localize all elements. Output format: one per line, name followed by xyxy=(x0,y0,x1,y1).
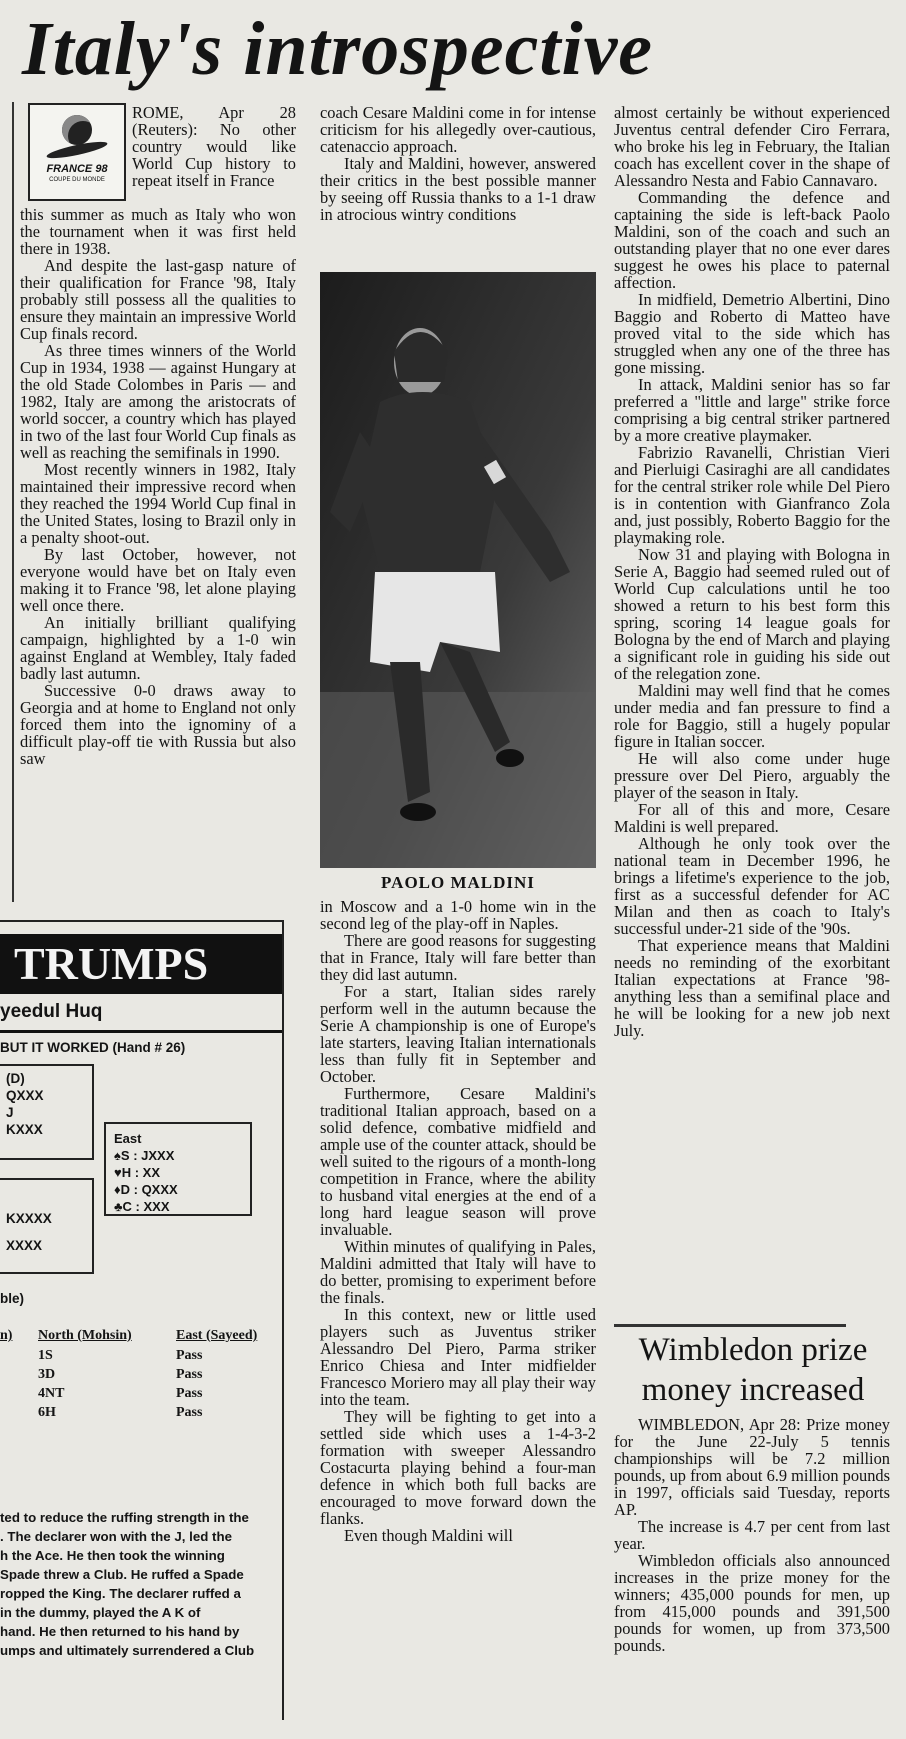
football-icon xyxy=(62,115,92,145)
logo-subtext: COUPE DU MONDE xyxy=(49,177,105,183)
article-paragraph: For all of this and more, Cesare Maldini is well prepared. xyxy=(614,800,890,836)
article-paragraph: There are good reasons for suggesting that in France, Italy will fare better than they did last autumn. xyxy=(320,931,596,984)
article-paragraph: In attack, Maldini senior has so far preferred a "little and large" strike force comprising a big central striker partnered by a more creative playmaker. xyxy=(614,375,890,445)
auction-row xyxy=(0,1367,280,1386)
east-hand-box xyxy=(104,1122,252,1216)
wimbledon-headline-line1: Wimbledon prize xyxy=(638,1332,868,1368)
wimbledon-paragraph: WIMBLEDON, Apr 28: Prize money for the June 22-July 5 tennis championships will be 7.2 million pounds, up from about 6.9 million pounds in 1997, officials said Tuesday, reports AP. xyxy=(614,1415,890,1519)
photo-caption: PAOLO MALDINI xyxy=(381,873,535,892)
bridge-header: TRUMPS xyxy=(0,934,282,994)
article-paragraph: in Moscow and a 1-0 home win in the second leg of the play-off in Naples. xyxy=(320,897,596,933)
bridge-byline: yeedul Huq xyxy=(0,994,282,1033)
article-paragraph: Now 31 and playing with Bologna in Serie A, Baggio had seemed ruled out of World Cup calculations until he too showed a return to his best form this spring, scoring 14 league goals for Bologna by the end of March and playing a significant role in guiding his side out of the relegation zone. xyxy=(614,545,890,683)
article-paragraph: As three times winners of the World Cup in 1934, 1938 — against Hungary at the old Stade Colombes in Paris — and 1982, Italy are among the aristocrats of world soccer, a country which has played in two of the last four World Cup finals as well as reaching the semifinals in 1990. xyxy=(20,341,296,462)
article-paragraph: this summer as much as Italy who won the tournament when it was first held there in 1938. xyxy=(20,205,296,258)
bridge-commentary xyxy=(0,1508,280,1660)
wimbledon-headline-line2: money increased xyxy=(641,1372,865,1408)
article-paragraph: And despite the last-gasp nature of their qualification for France '98, Italy probably still possess all the qualities to ensure they maintain an impressive World Cup finals record. xyxy=(20,256,296,343)
north-bid: 6H xyxy=(38,1405,56,1420)
bridge-text-line: ropped the King. The declarer ruffed a xyxy=(0,1586,241,1601)
article-paragraph: Maldini may well find that he comes under media and fan pressure to find a role for Baggio, still a hugely popular figure in Italian soccer. xyxy=(614,681,890,751)
north-spades: QXXX xyxy=(6,1088,44,1103)
east-bid: Pass xyxy=(176,1367,203,1382)
article-column-3 xyxy=(614,104,890,1039)
article-paragraph: In this context, new or little used players such as Juventus striker Alessandro Del Piero, Parma striker Enrico Chiesa and Inter midfielder Francesco Moriero may all play their way into the team. xyxy=(320,1305,596,1409)
north-hand xyxy=(0,1066,92,1142)
auction-row xyxy=(0,1348,280,1367)
east-diamonds: ♦D : QXXX xyxy=(114,1182,178,1197)
east-bid: Pass xyxy=(176,1386,203,1401)
bridge-text-line: in the dummy, played the A K of xyxy=(0,1605,201,1620)
north-hearts: J xyxy=(6,1105,14,1120)
article-paragraph: An initially brilliant qualifying campaign, highlighted by a 1-0 win against England at Wembley, Italy faded badly last autumn. xyxy=(20,613,296,683)
wimbledon-paragraph: Wimbledon officials also announced increases in the prize money for the winners; 435,000 pounds for men, up from 415,000 pounds and 391,500 pounds for women, up from 373,500 pounds. xyxy=(614,1551,890,1655)
column-rule-left xyxy=(12,102,14,902)
north-hand-box xyxy=(0,1064,94,1160)
bridge-text-line: umps and ultimately surrendered a Club xyxy=(0,1643,255,1658)
auction-row xyxy=(0,1386,280,1405)
auction-north-header: North (Mohsin) xyxy=(38,1328,132,1343)
north-diamonds: KXXX xyxy=(6,1122,43,1137)
bridge-right-rule xyxy=(282,920,284,1720)
east-hand xyxy=(106,1124,250,1221)
article-paragraph: Within minutes of qualifying in Pales, Maldini admitted that Italy will have to do better, promising to experiment before the finals. xyxy=(320,1237,596,1307)
article-paragraph: Commanding the defence and captaining the side is left-back Paolo Maldini, son of the coach and such an outstanding player that no one ever dares suggest he owes his place to paternal affection. xyxy=(614,188,890,292)
article-paragraph: They will be fighting to get into a settled side which uses a 1-4-3-2 formation with sweeper Alessandro Costacurta playing behind a four-man defence in which both full backs are encouraged to move forward down the flanks. xyxy=(320,1407,596,1528)
article-paragraph: Italy and Maldini, however, answered their critics in the best possible manner by seeing off Russia thanks to a 1-1 draw in atrocious wintry conditions xyxy=(320,154,596,224)
wimbledon-headline xyxy=(612,1330,894,1410)
east-label: East xyxy=(114,1131,142,1146)
wimbledon-article xyxy=(614,1416,890,1654)
bridge-text-line: ted to reduce the ruffing strength in the xyxy=(0,1510,249,1525)
article-paragraph: That experience means that Maldini needs no reminding of the exorbitant Italian expectations at France '98-anything less than a semifinal place and he will be looking for a new job next July. xyxy=(614,936,890,1040)
player-photo xyxy=(320,272,596,868)
north-label: (D) xyxy=(6,1071,25,1086)
bridge-text-line: h the Ace. He then took the winning xyxy=(0,1548,225,1563)
bidding-table xyxy=(0,1328,280,1424)
article-paragraph: Even though Maldini will xyxy=(344,1526,513,1545)
article-paragraph: Most recently winners in 1982, Italy maintained their impressive record when they reached the 1994 World Cup final in the United States, losing to Brazil only in a penalty shoot-out. xyxy=(20,460,296,547)
wimbledon-paragraph: The increase is 4.7 per cent from last year. xyxy=(614,1517,890,1553)
south-hand-box xyxy=(0,1178,94,1274)
article-paragraph: Fabrizio Ravanelli, Christian Vieri and Pierluigi Casiraghi are all candidates for the central striker role while Del Piero is in contention with Gianfranco Zola and, just possibly, Roberto Baggio for the playmaking role. xyxy=(614,443,890,547)
bridge-subhead: BUT IT WORKED (Hand # 26) xyxy=(0,1040,186,1055)
east-spades: ♠S : JXXX xyxy=(114,1148,175,1163)
logo-text: FRANCE 98 xyxy=(46,163,108,175)
article-column-1 xyxy=(20,206,296,767)
article-column-2-bottom xyxy=(320,898,596,1544)
north-bid: 1S xyxy=(38,1348,53,1363)
france98-logo xyxy=(28,103,126,201)
article-paragraph: By last October, however, not everyone would have bet on Italy even making it to France '98, let alone playing well once there. xyxy=(20,545,296,615)
lead-paragraph: ROME, Apr 28 (Reuters): No other country would like World Cup history to repeat itself in France xyxy=(132,103,296,190)
south-hand xyxy=(0,1180,92,1254)
east-hearts: ♥H : XX xyxy=(114,1165,161,1180)
article-paragraph: In midfield, Demetrio Albertini, Dino Baggio and Roberto di Matteo have proved vital to the side which has struggled when any one of the three has gone missing. xyxy=(614,290,890,377)
auction-col0-header: n) xyxy=(0,1328,13,1343)
wimbledon-rule xyxy=(614,1324,846,1327)
auction-east-header: East (Sayeed) xyxy=(176,1328,258,1343)
article-paragraph: Successive 0-0 draws away to Georgia and at home to England not only forced them into the ignominy of a difficult play-off tie with Russia but also saw xyxy=(20,681,296,768)
article-paragraph: For a start, Italian sides rarely perform well in the autumn because the Serie A championship is one of Europe's late starters, leaving Italian internationals less than fully fit in September and October. xyxy=(320,982,596,1086)
article-paragraph: Furthermore, Cesare Maldini's traditional Italian approach, based on a solid defence, combative midfield and ample use of the counter attack, should be well suited to the rigours of a month-long competition in France, where the ability to husband vital energies at the end of a long hard league season will prove invaluable. xyxy=(320,1084,596,1239)
headline: Italy's introspective xyxy=(22,7,654,91)
player-photo-image xyxy=(320,272,596,868)
article-paragraph: He will also come under huge pressure over Del Piero, arguably the player of the season in Italy. xyxy=(614,749,890,802)
article-lead xyxy=(132,104,296,189)
auction-row xyxy=(0,1405,280,1424)
article-paragraph: almost certainly be without experienced Juventus central defender Ciro Ferrara, who broke his leg in February, the Italian coach has excellent cover in the shape of Alessandro Nesta and Fabio Cannavaro. xyxy=(614,103,890,190)
north-bid: 4NT xyxy=(38,1386,65,1401)
bridge-text-line: hand. He then returned to his hand by xyxy=(0,1624,240,1639)
east-clubs: ♣C : XXX xyxy=(114,1199,170,1214)
east-bid: Pass xyxy=(176,1348,203,1363)
article-column-2-top xyxy=(320,104,596,223)
north-bid: 3D xyxy=(38,1367,56,1382)
article-paragraph: Although he only took over the national team in December 1996, he brings a lifetime's experience to the job, first as a successful defender for AC Milan and then as coach to Italy's successful under-21 side of the '90s. xyxy=(614,834,890,938)
east-bid: Pass xyxy=(176,1405,203,1420)
bridge-text-line: Spade threw a Club. He ruffed a Spade xyxy=(0,1567,244,1582)
article-paragraph: coach Cesare Maldini come in for intense criticism for his allegedly over-cautious, catenaccio approach. xyxy=(320,103,596,156)
bridge-text-line: . The declarer won with the J, led the xyxy=(0,1529,233,1544)
south-line2: XXXX xyxy=(6,1238,43,1253)
vulnerability: ble) xyxy=(0,1291,25,1306)
south-line1: KXXXX xyxy=(6,1211,52,1226)
bridge-top-rule xyxy=(0,920,284,922)
